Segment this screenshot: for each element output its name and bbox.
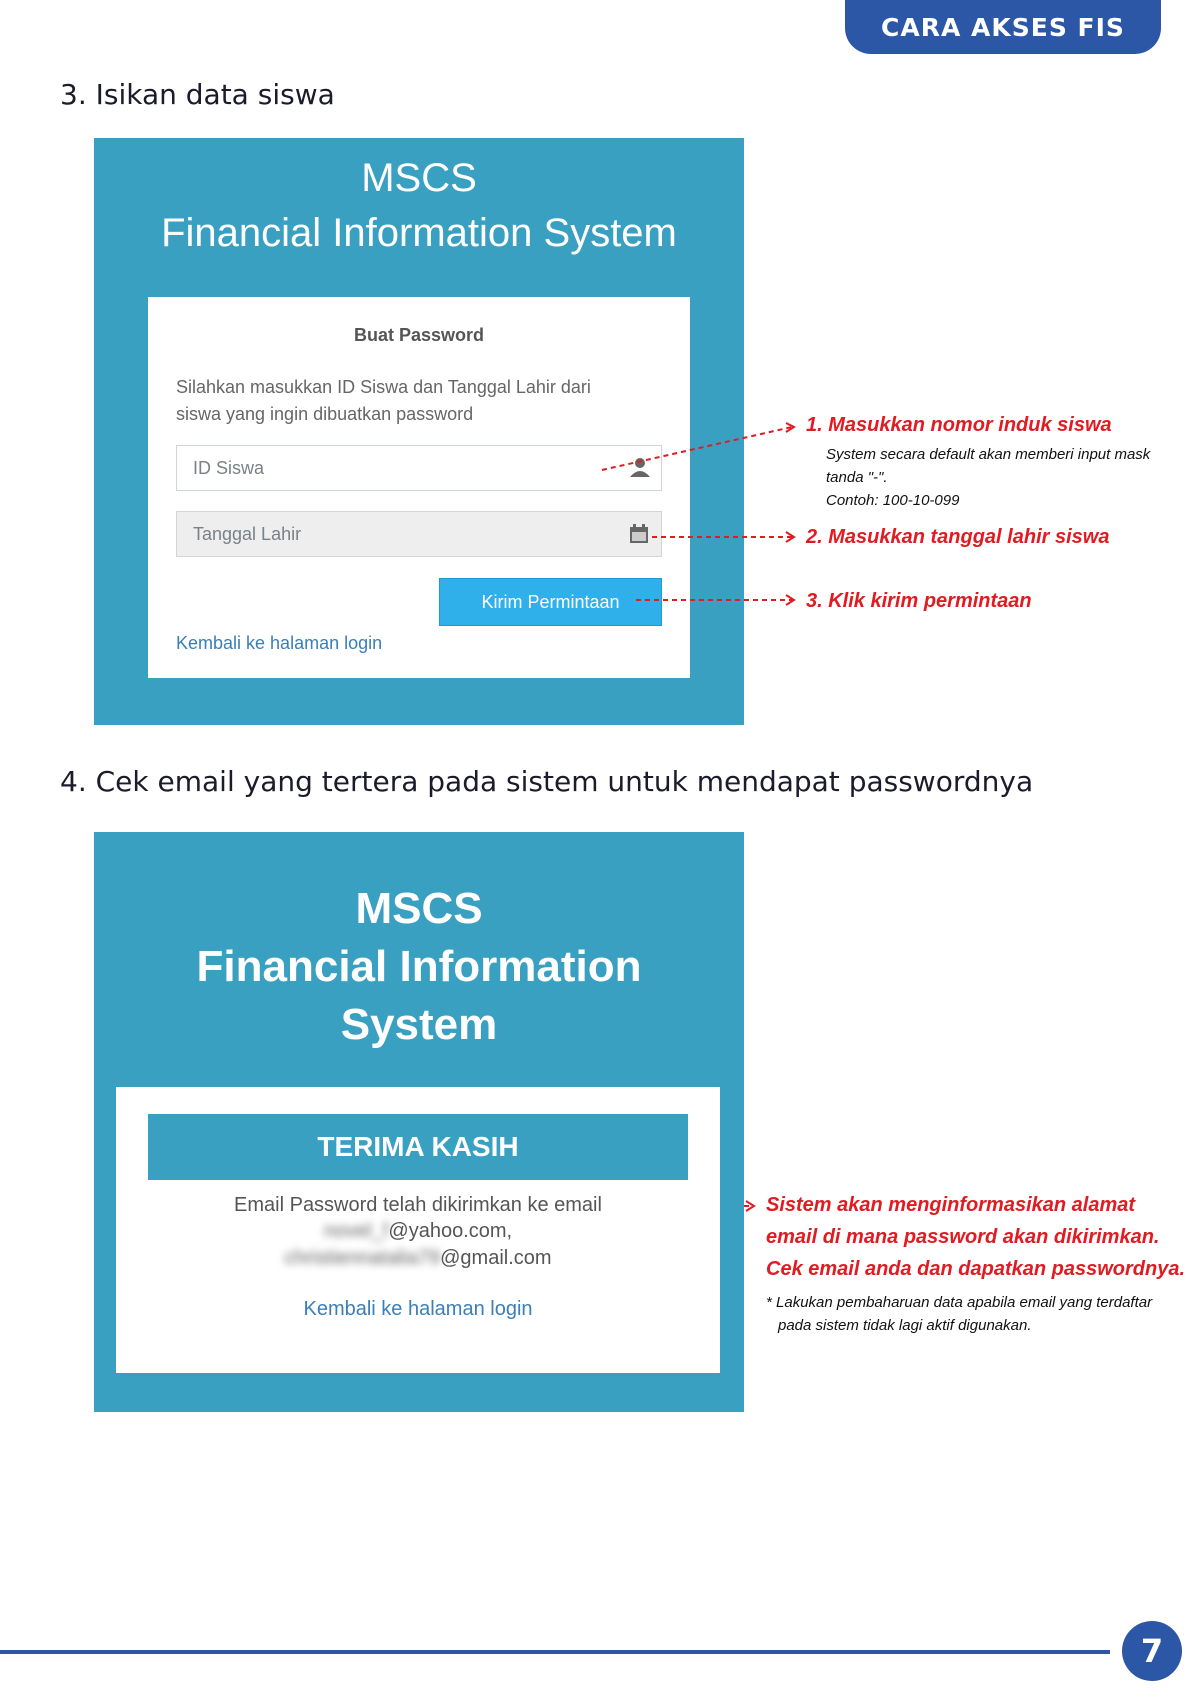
annotation-2-title: 2. Masukkan tanggal lahir siswa xyxy=(806,526,1110,548)
annotation-1-note-line-1: System secara default akan memberi input mask xyxy=(826,446,1151,463)
student-id-placeholder: ID Siswa xyxy=(193,457,265,478)
app-subtitle-line-2: System xyxy=(340,1000,498,1049)
section-tab: CARA AKSES FIS xyxy=(845,0,1161,54)
submit-request-button[interactable]: Kirim Permintaan xyxy=(439,578,662,626)
email-sent-message: Email Password telah dikirimkan ke email xyxy=(234,1194,602,1216)
back-to-login-link[interactable]: Kembali ke halaman login xyxy=(176,633,383,653)
step-4-heading: 4. Cek email yang tertera pada sistem untuk mendapat passwordnya xyxy=(60,765,1034,798)
screenshot-panel-thank-you xyxy=(94,832,744,1412)
app-subtitle-line-1: Financial Information xyxy=(196,942,642,991)
annotation-1-title: 1. Masukkan nomor induk siswa xyxy=(806,414,1112,436)
annotation-email-line-1: Sistem akan menginformasikan alamat xyxy=(766,1194,1136,1216)
annotation-3-title: 3. Klik kirim permintaan xyxy=(806,590,1032,612)
footnote-line-1: * Lakukan pembaharuan data apabila email yang terdaftar xyxy=(766,1294,1153,1311)
email-1-domain: @yahoo.com, xyxy=(388,1220,513,1242)
annotation-1-note-line-2: tanda "-". xyxy=(826,469,888,486)
email-address-2 xyxy=(116,1247,720,1270)
step-3-heading: 3. Isikan data siswa xyxy=(60,78,335,111)
email-1-masked: novel_f xyxy=(323,1220,389,1242)
annotation-1-note-line-3: Contoh: 100-10-099 xyxy=(826,492,960,509)
email-2-domain: @gmail.com xyxy=(440,1247,552,1269)
card-title: Buat Password xyxy=(353,325,485,345)
email-address-1 xyxy=(116,1220,720,1243)
page-number: 7 xyxy=(1122,1621,1182,1681)
instruction-line-1: Silahkan masukkan ID Siswa dan Tanggal Lahir dari xyxy=(176,377,591,397)
email-2-masked: christiennatalia79 xyxy=(284,1247,441,1269)
instruction-line-2: siswa yang ingin dibuatkan password xyxy=(176,404,474,424)
app-title: MSCS xyxy=(361,156,477,200)
footnote-line-2: pada sistem tidak lagi aktif digunakan. xyxy=(778,1317,1032,1334)
thank-you-banner: TERIMA KASIH xyxy=(148,1114,688,1180)
app-title: MSCS xyxy=(355,884,483,933)
annotation-email-line-2: email di mana password akan dikirimkan. xyxy=(766,1226,1160,1248)
birth-date-placeholder: Tanggal Lahir xyxy=(193,523,302,544)
app-subtitle: Financial Information System xyxy=(161,211,677,255)
back-to-login-link[interactable]: Kembali ke halaman login xyxy=(303,1298,533,1320)
annotation-email-line-3: Cek email anda dan dapatkan passwordnya. xyxy=(766,1258,1186,1280)
thank-you-card xyxy=(116,1087,720,1373)
footer-rule xyxy=(0,1650,1110,1654)
